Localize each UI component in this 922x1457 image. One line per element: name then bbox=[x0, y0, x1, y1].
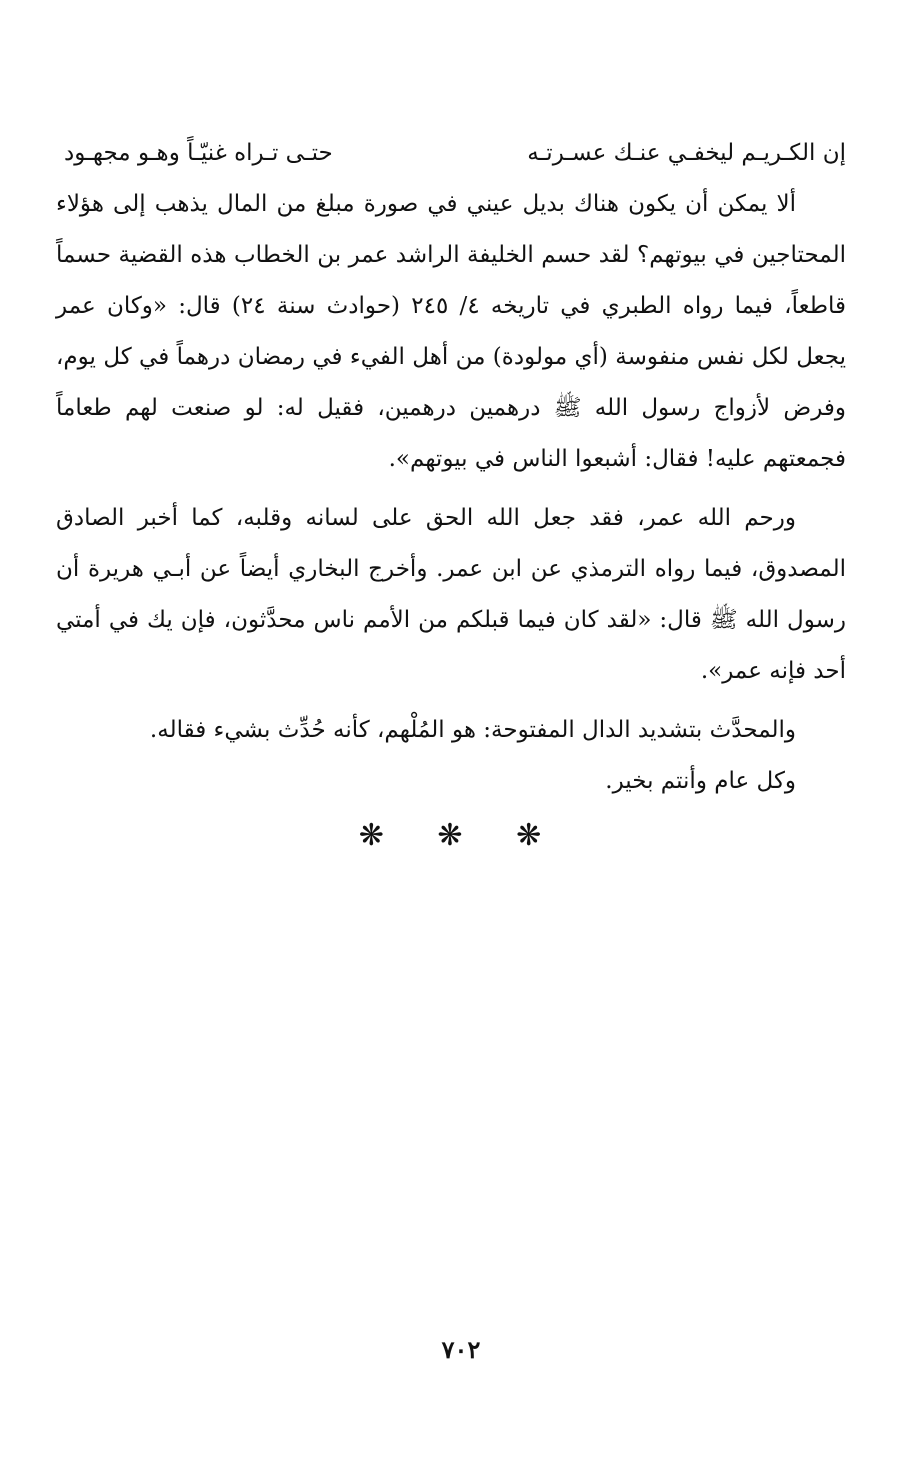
poetry-verse bbox=[56, 128, 846, 179]
page-number: ٧٠٢ bbox=[441, 1335, 481, 1364]
main-text bbox=[56, 128, 846, 807]
paragraph-umar-ruling: ألا يمكن أن يكون هناك بديل عيني في صورة مبلغ من المال يذهب إلى هؤلاء المحتاجين في بيوتهم؟ لقد حسم الخليفة الراشد عمر بن الخطاب هذه القضية حسماً قاطعاً، فيما رواه الطبري في تاريخه ٤/ ٢٤٥ (حوادث سنة ٢٤) قال: «وكان عمر يجعل لكل نفس منفوسة (أي مولودة) من أهل الفيء في رمضان درهماً في كل يوم، وفرض لأزواج رسول الله ﷺ درهمين درهمين، فقيل له: لو صنعت لهم طعاماً فجمعتهم عليه! فقال: أشبعوا الناس في بيوتهم». bbox=[56, 191, 847, 472]
paragraph-muhaddath-definition: والمحدَّث بتشديد الدال المفتوحة: هو المُلْهم، كأنه حُدِّث بشيء فقاله. bbox=[149, 717, 796, 743]
paragraph-closing-greeting: وكل عام وأنتم بخير. bbox=[605, 768, 796, 794]
verse-first-hemistich: إن الكـريـم ليخفـي عنـك عسـرتـه bbox=[527, 140, 846, 166]
paragraph-umar-inspired: ورحم الله عمر، فقد جعل الله الحق على لسانه وقلبه، كما أخبر الصادق المصدوق، فيما رواه الترمذي عن ابن عمر. وأخرج البخاري أيضاً عن أبـي هريرة أن رسول الله ﷺ قال: «لقد كان فيما قبلكم من الأمم ناس محدَّثون، فإن يك في أمتي أحد فإنه عمر». bbox=[56, 505, 846, 684]
section-separator: ❋ ❋ ❋ bbox=[358, 818, 564, 853]
verse-second-hemistich: حتـى تـراه غنيّـاً وهـو مجهـود bbox=[64, 140, 333, 166]
